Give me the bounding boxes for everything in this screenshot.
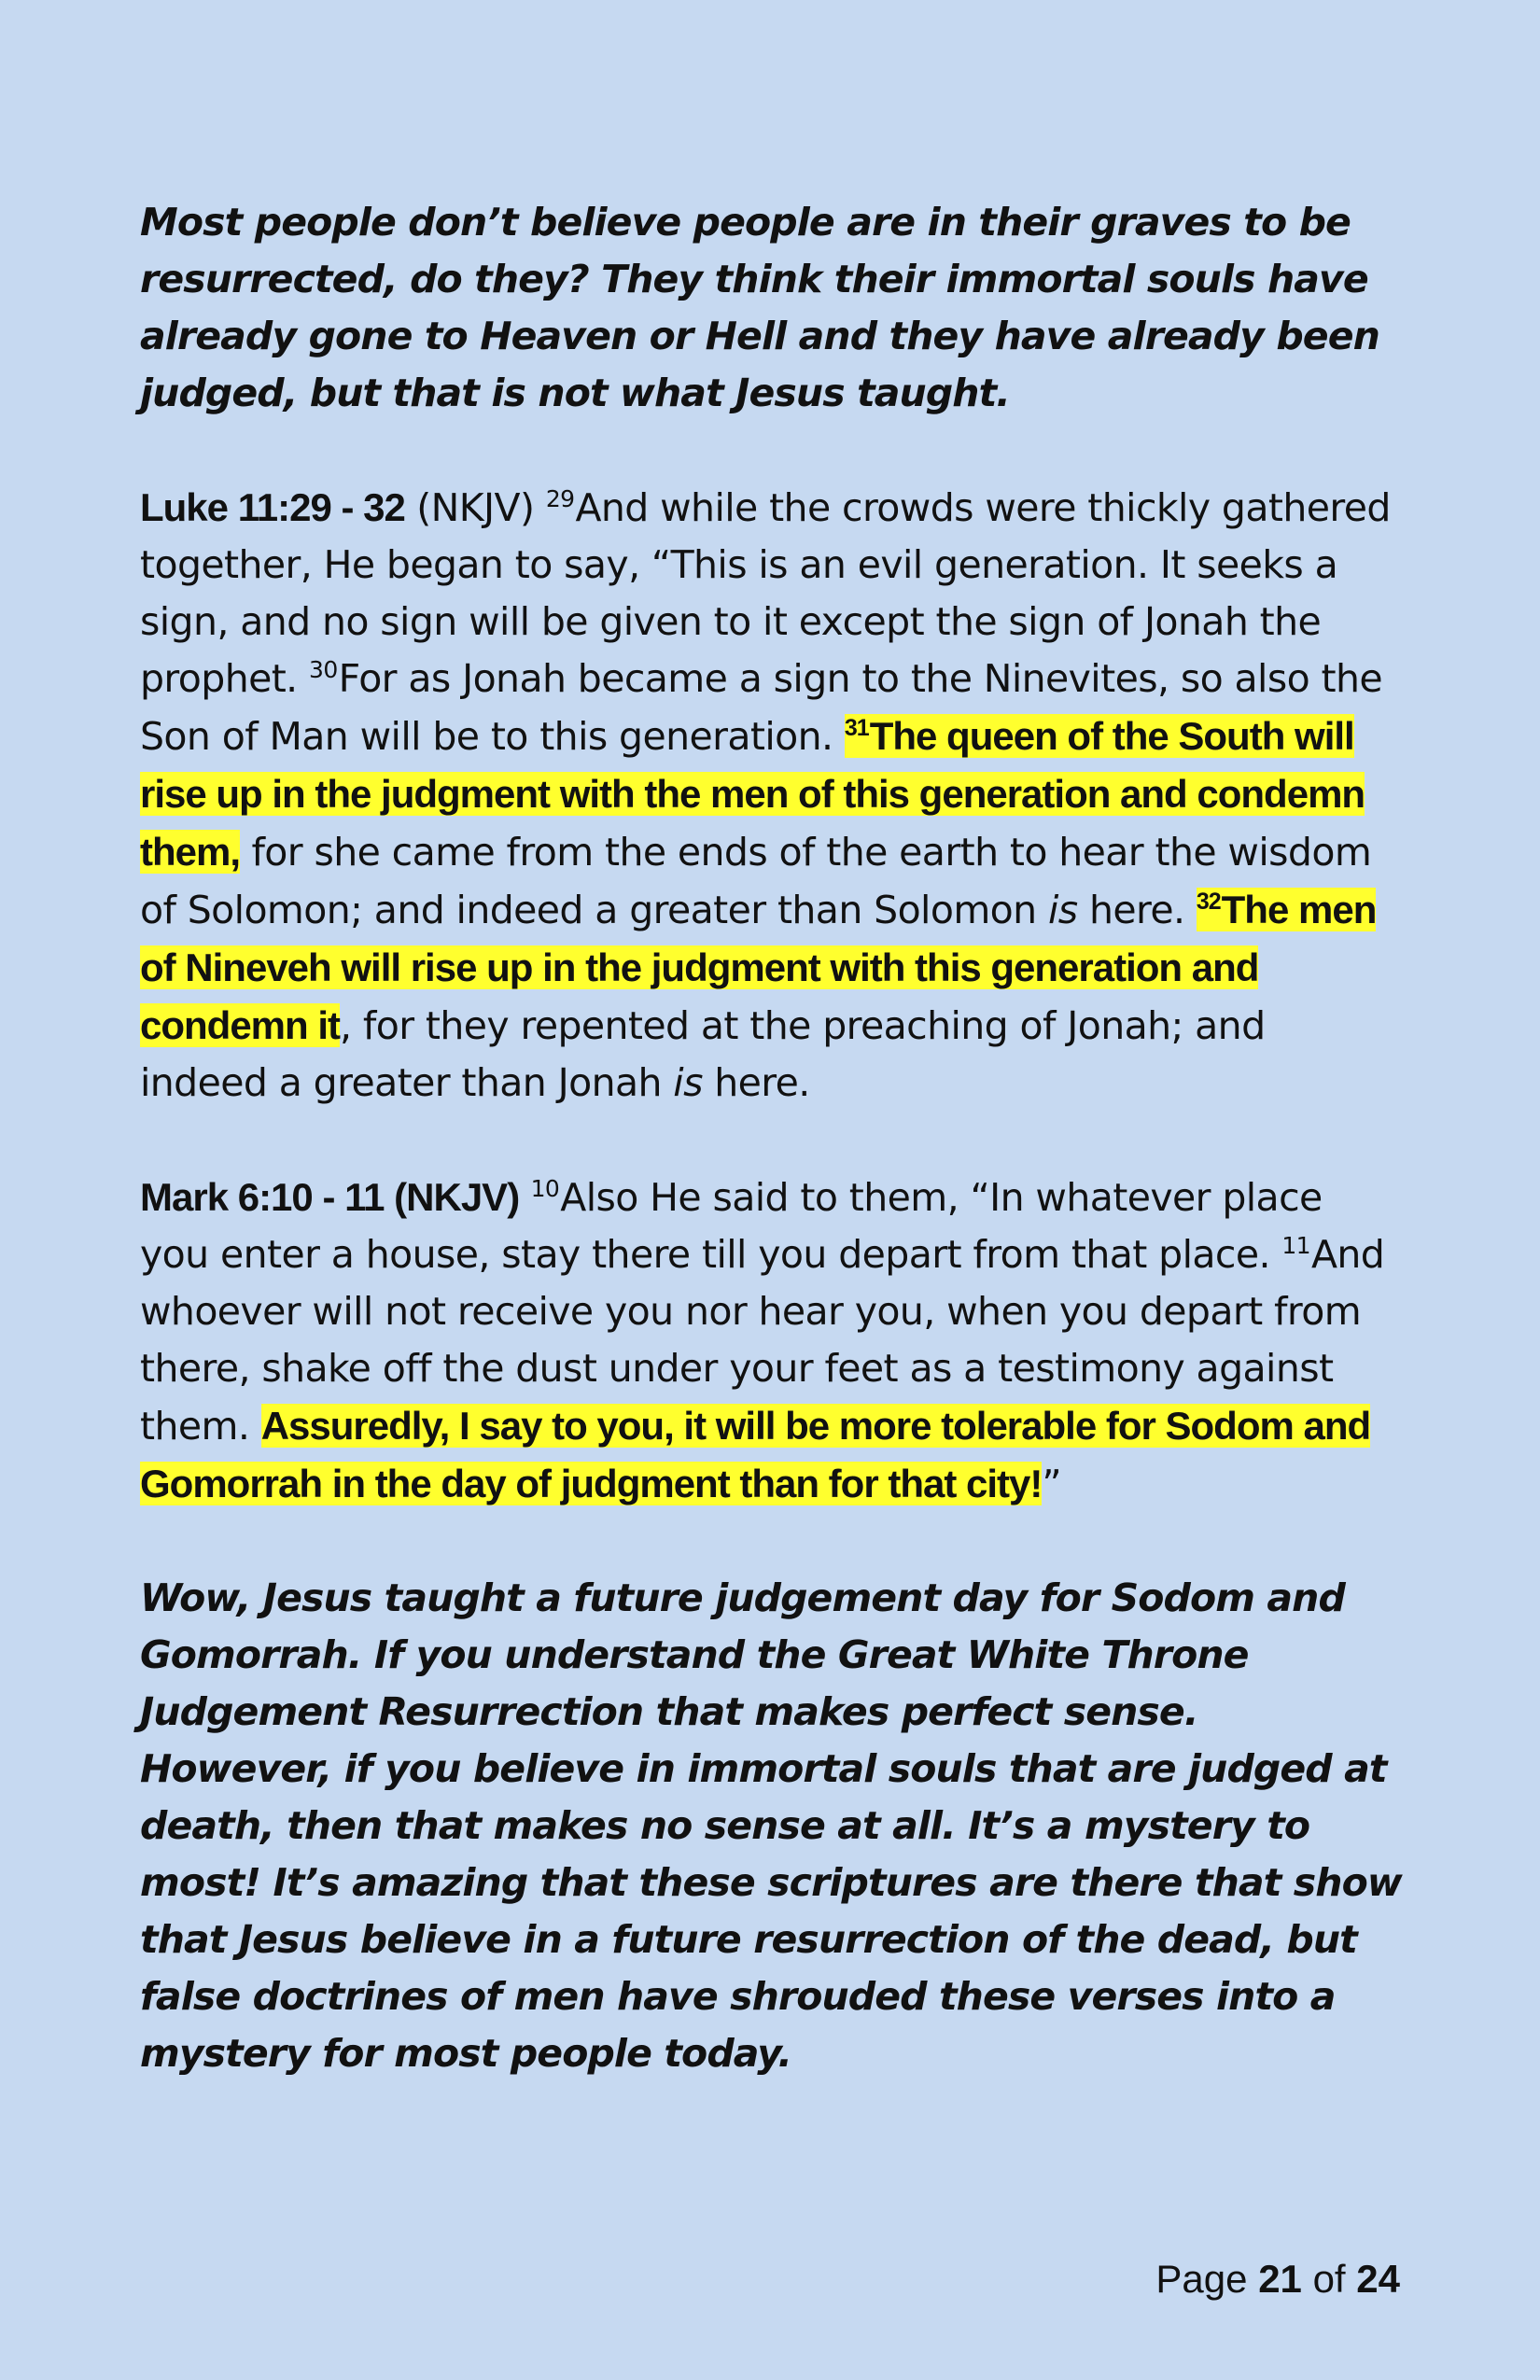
- verse-number: 29: [545, 485, 575, 512]
- verse-text: And while the crowds were thickly gathered together, He began to say, “This is an evil generation. It seeks a sign, and no sign will be given to it except the sign of Jonah the prophet.: [140, 485, 1391, 701]
- verse-number: 32: [1196, 889, 1221, 915]
- intro-paragraph: [140, 194, 1402, 422]
- intro-text: Most people don’t believe people are in their graves to be resurrected, do they? They think their immortal souls have already gone to Heaven or Hell and they have already been judged, but that is not what Jesus taught.: [140, 200, 1379, 415]
- italic-word: is: [1047, 888, 1078, 932]
- closing-paragraph: [140, 1570, 1402, 2082]
- mark-passage: [140, 1169, 1402, 1513]
- of-word: of: [1312, 2257, 1346, 2301]
- verse-text: For as Jonah became a sign to the Ninevites, so also the Son of Man will be to this generation.: [140, 656, 1382, 759]
- verse-text: here.: [1077, 888, 1197, 932]
- verse-text: And whoever will not receive you nor hear you, when you depart from there, shake off the dust under your feet as a testimony against them.: [140, 1232, 1385, 1449]
- verse-number: 31: [844, 715, 869, 741]
- paragraph-gap: [140, 422, 1402, 479]
- verse-text: , for they repented at the preaching of Jonah; and indeed a greater than Jonah: [140, 1003, 1266, 1105]
- verse-number: 30: [309, 656, 338, 683]
- luke-version: (NKJV): [416, 485, 535, 530]
- page-word: Page: [1155, 2257, 1248, 2301]
- page-body: [140, 194, 1402, 2082]
- highlight-text: The queen of the South will rise up in the judgment with the men of this generation and condemn them,: [140, 714, 1365, 874]
- verse-text: for she came from the ends of the earth to hear the wisdom of Solomon; and indeed a greater than Solomon: [140, 830, 1372, 932]
- highlight-text: Assuredly, I say to you, it will be more tolerable for Sodom and Gomorrah in the day of judgment than for that city!: [140, 1404, 1371, 1505]
- verse-number: 10: [530, 1175, 560, 1202]
- luke-reference: Luke 11:29 - 32: [140, 485, 405, 529]
- verse-text: Also He said to them, “In whatever place you enter a house, stay there till you depart from that place.: [140, 1175, 1323, 1277]
- page-number: 21: [1258, 2257, 1302, 2301]
- paragraph-gap: [140, 1513, 1402, 1570]
- closing-quote: ”: [1042, 1462, 1062, 1506]
- verse-text: here.: [702, 1060, 810, 1105]
- italic-word: is: [673, 1060, 703, 1105]
- luke-passage: [140, 479, 1402, 1112]
- closing-text: Wow, Jesus taught a future judgement day for Sodom and Gomorrah. If you understand the Great White Throne Judgement Resurrection that makes perfect sense. However, if you believe in immortal souls that are judged at death, then that makes no sense at all. It’s a mystery to most! It’s amazing that these scriptures are there that show that Jesus believe in a future resurrection of the dead, but false doctrines of men have shrouded these verses into a mystery for most people today.: [140, 1575, 1402, 2076]
- paragraph-gap: [140, 1112, 1402, 1169]
- highlight-text: The men of Nineveh will rise up in the judgment with this generation and condemn it: [140, 888, 1377, 1047]
- mark-reference: Mark 6:10 - 11 (NKJV): [140, 1175, 520, 1219]
- verse-number: 11: [1281, 1232, 1310, 1259]
- page-total: 24: [1356, 2257, 1400, 2301]
- page-footer: [1155, 2251, 1400, 2307]
